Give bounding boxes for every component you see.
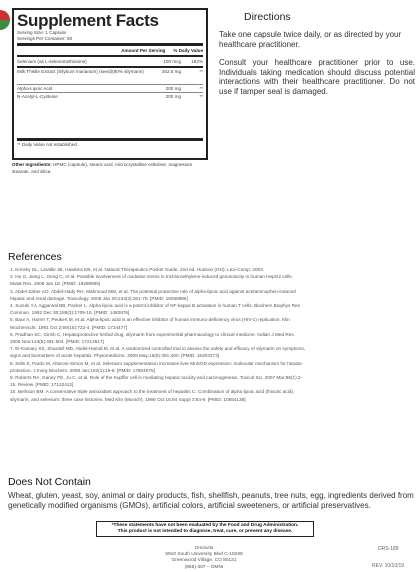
reference-line: signs and biomarkers of acute hepatitis. Phytomedicine. 2009 May;16(5):391-400. [PMID: 19303273] [10,353,219,359]
ingredient-amount: 200 mg [165,85,181,91]
divider-thick [17,43,203,46]
directions-heading: Directions [244,11,291,23]
references-list [10,266,414,403]
reference-line: 3. Abdel-Zaher AO, Abdel-Hady RH, Mahmoud MM, et al. The potential protective role of alpha-lipoic acid against acetaminophen-induced [10,288,296,294]
reference-line: 10. Berkson BM. A conservative triple antioxidant approach to the treatment of hepatitis C. Combination of alpha lipoic acid (thioctic acid), [10,389,295,395]
company-address [134,546,274,571]
ingredient-row [17,58,203,66]
address-city: Greenwood Village, CO 80121 [171,558,237,564]
serving-size: Serving Size: 1 Capsule [17,30,67,35]
reference-line: Mutat Res. 2008 Jan 18. [PMID: 18289995] [10,281,101,287]
ingredient-dv: ** [199,94,203,99]
supplement-facts-panel [12,8,208,160]
reference-line: hepatic and renal damage. Toxicology. 2008 Jan 20;243(3):261-70. [PMID: 18068886] [10,295,188,301]
does-not-contain-heading: Does Not Contain [8,476,91,488]
ingredient-name: Alpha-Lipoic Acid [17,85,53,91]
panel-spacer [17,101,203,135]
references-heading: References [8,251,62,263]
dv-footnote: ** Daily Value not established. [17,138,203,148]
servings-per-container: Servings Per Container: 60 [17,36,73,41]
reference-line: 7. El-Kamary SS, Shardell MD, Abdel-Hamid M, et al. A randomized controlled trial to assess the safety and efficacy of silymarin on symptoms, [10,346,306,352]
dv-header: % Daily Value [173,48,203,53]
ingredient-dv: ** [199,85,203,91]
reference-line: 9. Roberts RA, Ganey PE, Ju C, et al. Role of the Kupffer cell in mediating hepatic toxicity and carcinogenesis. Toxicol Sci. 2007 Mar;96(1):2- [10,375,303,381]
facts-header [17,47,203,54]
fda-disclaimer-box [96,521,314,537]
ingredient-amount: 200 mg [165,94,181,99]
divider-medium [17,55,203,57]
ingredient-amount: 262.5 mg [161,68,181,74]
warning-text: Consult your healthcare practitioner prior to use. Individuals taking medication should discuss potential interactions with their healthcare practitioner. Do not use if tamper seal is damaged. [219,58,415,97]
ingredient-row [17,84,203,93]
does-not-contain-text: Wheat, gluten, yeast, soy, animal or dairy products, fish, shellfish, peanuts, tree nuts, egg, ingredients derived from genetically modified organisms (GMOs), artificial colors, artificial sweeteners, or artificial preservatives. [8,491,414,510]
document-code: DRS-189 [378,546,399,552]
ingredient-dv: 182% [191,59,203,64]
other-ingredients-label: Other Ingredients: [12,162,52,167]
ingredient-name: Milk Thistle Extract (Silybum marianum) (seed)(80% silymarin) [17,68,144,74]
fda-line: *These statements have not been evaluated by the Food and Drug Administration. [111,523,299,528]
reference-line: 1. Krinsky DL, LaValle JB, Hawkins EB, et al. Natural Therapeutics Pocket Guide. 2nd ed. Hudson (OH): Lexi-Comp; 2003. [10,267,265,272]
reference-line: 8. Stilis S, Pardo M, Aharoni-Simon M, et al. Selenium supplementation increases liver MnSOD expression: molecular mechanism for hepato- [10,360,304,366]
fda-line: This product is not intended to diagnose, treat, cure, or prevent any disease. [117,529,293,535]
reference-line: 4. Suzuki YJ, Aggarwal BB, Packer L. Alpha-lipoic acid is a potent inhibitor of NF-kappa B activation in human T cells. Biochem Biophys Res [10,303,300,309]
other-ingredients [12,162,208,175]
ingredient-dv: ** [199,68,203,74]
ingredient-name: Selenium (as L-selenomethionine) [17,59,87,64]
ingredient-row [17,92,203,101]
supplement-facts-title: Supplement Facts [17,11,159,30]
reference-line: protection. J Inorg Biochem. 2008 Jan;102(1):19-8. [PMID: 17804075] [10,367,155,373]
ingredient-row [17,68,203,84]
amount-header: Amount Per Serving [121,48,166,53]
revision-date: REV. 10/10/19 [372,563,405,569]
company-name: Omnivits [194,546,214,551]
reference-line: 2006 Nov;124(5):491-504. [PMID: 17213517] [10,339,104,345]
reference-line: Commun. 1992 Dec 30;189(3):1709-15. [PMID: 1482876] [10,310,130,316]
directions-text: Take one capsule twice daily, or as directed by your healthcare practitioner. [219,30,402,49]
reference-line: 2. Hu G, Jiang L, Geng C, et al. Possible involvement of oxidative stress in trichloroethylene-induced genotoxicity in human HepG2 cells. [10,274,293,280]
reference-line: Wochenschr. 1991 Oct 2;69(15):722-4. [PMID: 1724477] [10,324,128,330]
address-street: 5910 South University Blvd C-18299 [165,552,243,558]
reference-line: 6. Pradhan SC, Girish C. Hepatoprotective herbal drug, silymarin from experimental pharmacology to clinical medicine. Indian J Med Res. [10,331,296,337]
reference-line: 5. Baur A, Harrer T, Peukert M, et al. Alpha-lipoic acid is an effective inhibitor of human immuno-deficiency virus (HIV-1) replication. Klin [10,317,290,323]
company-phone: (855)-307 – OMNI [184,564,224,570]
ingredient-name: N-Acetyl-L-Cysteine [17,94,58,99]
reference-line: silymarin, and selenium: three case histories. Med Klin (Munich). 1999 Oct 15;94 Suppl 3:84-9. [PMID: 10554138] [10,396,246,402]
reference-line: 15. Review. [PMID: 17122412] [10,382,74,388]
other-ingredients-text: HPMC (capsule), stearic acid, microcrystalline cellulose, magnesium stearate, and silica. [12,162,193,174]
ingredient-amount: 100 mcg [163,59,181,64]
